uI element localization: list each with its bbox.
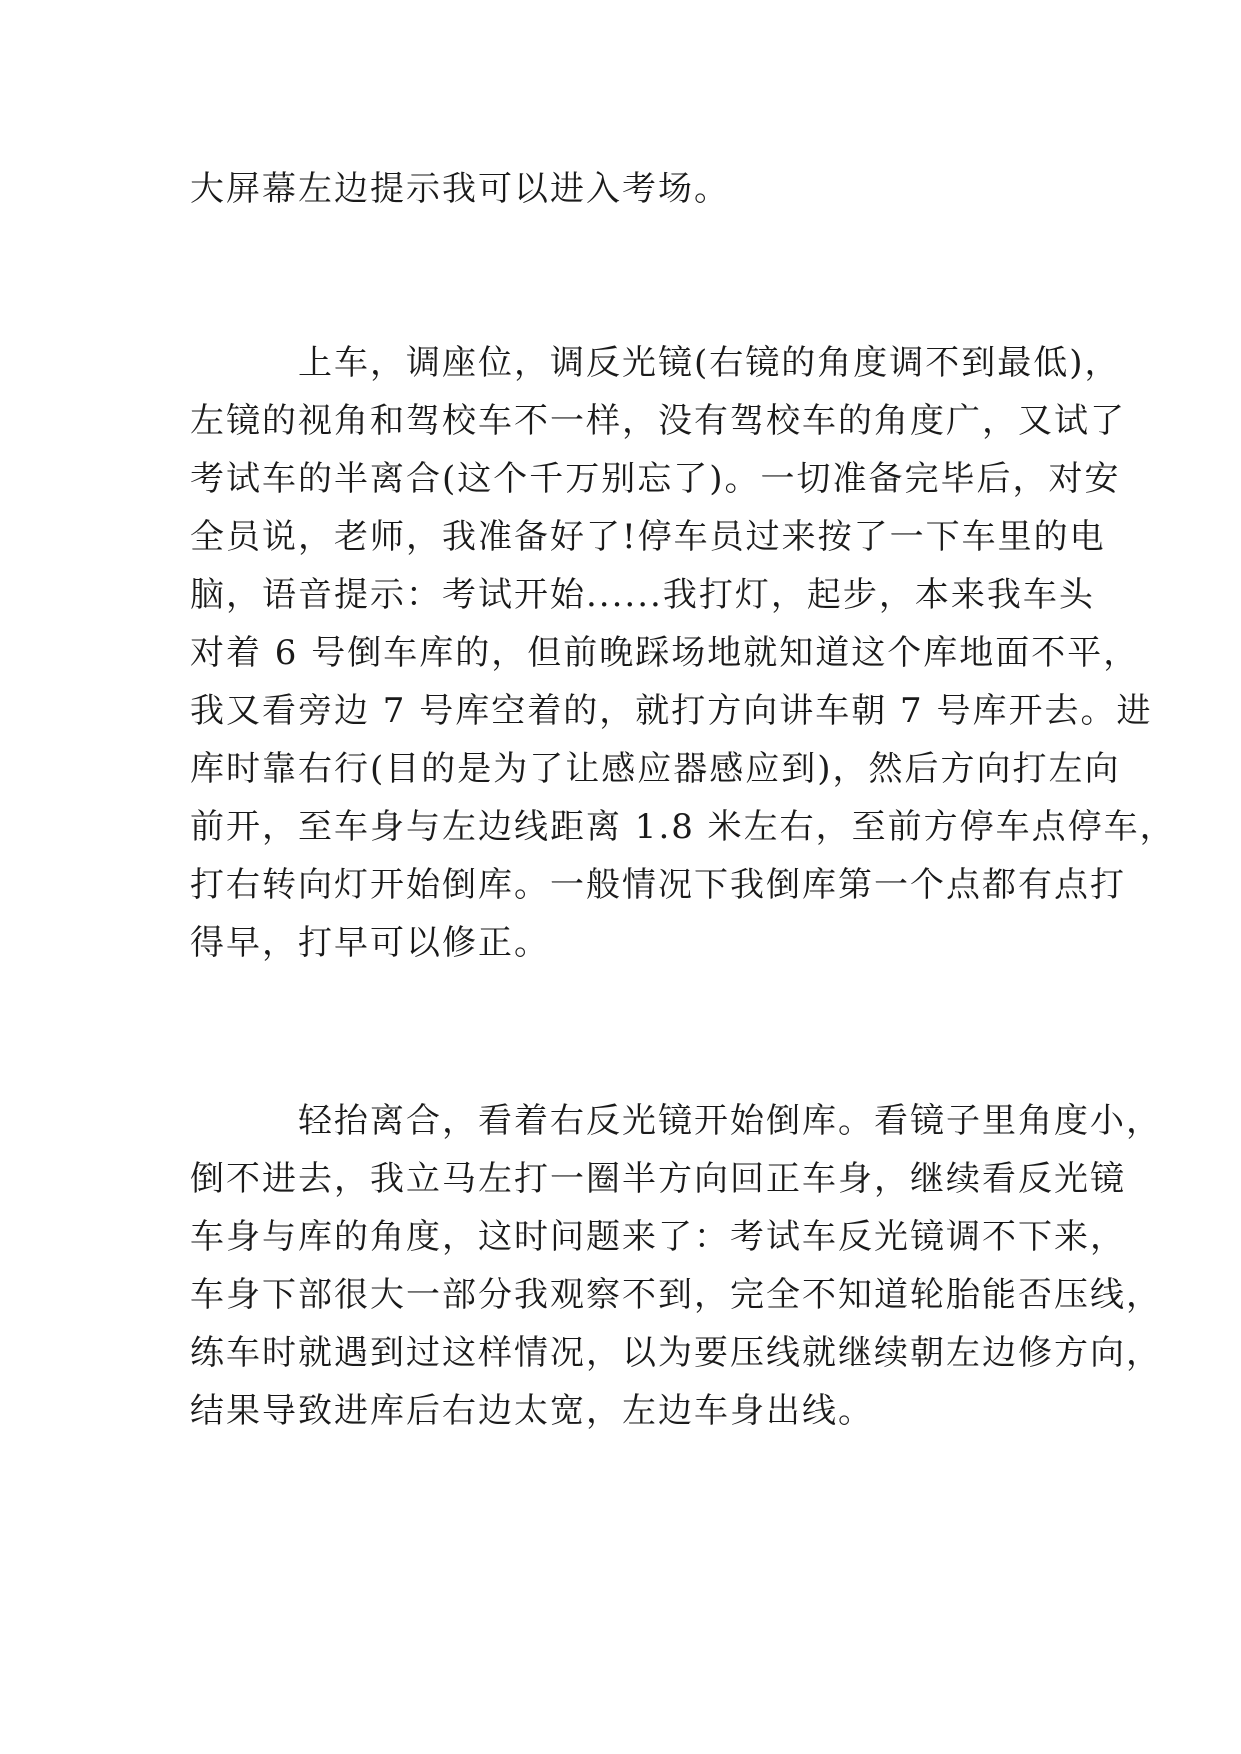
paragraph-line: 车身下部很大一部分我观察不到，完全不知道轮胎能否压线， [190,1275,1162,1315]
paragraph-line: 前开，至车身与左边线距离 1.8 米左右，至前方停车点停车， [190,807,1176,847]
paragraph-line: 考试车的半离合(这个千万别忘了)。一切准备完毕后，对安 [190,459,1121,499]
paragraph-line: 得早，打早可以修正。 [190,923,550,963]
paragraph-line: 练车时就遇到过这样情况，以为要压线就继续朝左边修方向， [190,1333,1162,1373]
paragraph-line: 大屏幕左边提示我可以进入考场。 [190,169,730,209]
paragraph-line: 车身与库的角度，这时问题来了：考试车反光镜调不下来， [190,1217,1126,1257]
paragraph-line: 倒不进去，我立马左打一圈半方向回正车身，继续看反光镜 [190,1159,1126,1199]
paragraph-line: 对着 6 号倒车库的，但前晚踩场地就知道这个库地面不平， [190,633,1140,673]
paragraph-line: 轻抬离合，看着右反光镜开始倒库。看镜子里角度小， [298,1101,1162,1141]
paragraph-line: 我又看旁边 7 号库空着的，就打方向讲车朝 7 号库开去。进 [190,691,1153,731]
paragraph-1 [190,160,1070,218]
paragraph-3 [190,1092,1162,1440]
paragraph-line: 库时靠右行(目的是为了让感应器感应到)，然后方向打左向 [190,749,1121,789]
paragraph-line: 结果导致进库后右边太宽，左边车身出线。 [190,1391,874,1431]
paragraph-line: 脑，语音提示：考试开始......我打灯，起步，本来我车头 [190,575,1095,615]
paragraph-line: 左镜的视角和驾校车不一样，没有驾校车的角度广，又试了 [190,401,1126,441]
paragraph-line: 打右转向灯开始倒库。一般情况下我倒库第一个点都有点打 [190,865,1126,905]
paragraph-line: 全员说，老师，我准备好了!停车员过来按了一下车里的电 [190,517,1106,557]
paragraph-2 [190,334,1176,972]
paragraph-line: 上车，调座位，调反光镜(右镜的角度调不到最低)， [298,343,1121,383]
